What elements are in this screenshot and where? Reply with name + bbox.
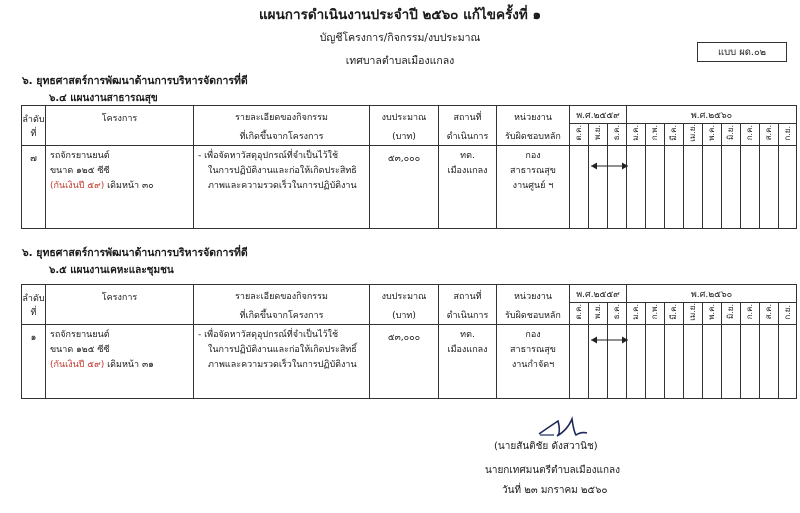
month-header: ก.พ. [646, 124, 665, 146]
month-header: ก.ย. [779, 124, 797, 146]
month-header: มิ.ย. [722, 303, 741, 325]
month-header: พ.ค. [703, 124, 722, 146]
month-header: ต.ค. [570, 124, 589, 146]
signature-date: วันที่ ๒๓ มกราคม ๒๕๖๐ [502, 485, 608, 496]
col-header-unit: หน่วยงาน รับผิดชอบหลัก [497, 285, 570, 325]
page-title: แผนการดำเนินงานประจำปี ๒๕๖๐ แก้ไขครั้งที่ ๑ [258, 7, 542, 23]
month-header: ส.ค. [760, 303, 779, 325]
col-header-project: โครงการ [46, 106, 194, 146]
row-no: ๑ [22, 325, 46, 399]
year-header-cur: พ.ศ.๒๕๖๐ [627, 285, 797, 303]
col-header-no: ลำดับ ที่ [22, 106, 46, 146]
row-project: รถจักรยานยนต์ ขนาด ๑๒๕ ซีซี (กันเงินปี ๕๙) เดิมหน้า ๓๐ [46, 146, 194, 229]
month-header: พ.ย. [589, 303, 608, 325]
org-name: เทศบาลตำบลเมืองแกลง [345, 55, 455, 67]
row-project: รถจักรยานยนต์ ขนาด ๑๒๕ ซีซี (กันเงินปี ๕๙) เดิมหน้า ๓๑ [46, 325, 194, 399]
month-header: ก.ย. [779, 303, 797, 325]
row-unit: กอง สาธารณสุข งานศูนย์ ฯ [497, 146, 570, 229]
form-code: แบบ ผด.๐๒ [717, 46, 767, 58]
month-header: ส.ค. [760, 124, 779, 146]
year-header-prev: พ.ศ.๒๕๕๙ [570, 106, 627, 124]
month-header: ก.ค. [741, 124, 760, 146]
month-header: ม.ค. [627, 124, 646, 146]
row-no: ๗ [22, 146, 46, 229]
row-detail: - เพื่อจัดหาวัสดุอุปกรณ์ที่จำเป็นไว้ใช้ ในการปฏิบัติงานและก่อให้เกิดประสิทธิ ภาพและความรวดเร็วในการปฏิบัติงาน [194, 146, 370, 229]
col-header-budget: งบประมาณ (บาท) [370, 106, 439, 146]
year-header-cur: พ.ศ.๒๕๖๐ [627, 106, 797, 124]
month-header: ธ.ค. [608, 303, 627, 325]
col-header-detail: รายละเอียดของกิจกรรม ที่เกิดขึ้นจากโครงการ [194, 106, 370, 146]
col-header-place: สถานที่ ดำเนินการ [439, 106, 497, 146]
col-header-place: สถานที่ ดำเนินการ [439, 285, 497, 325]
month-header: ธ.ค. [608, 124, 627, 146]
month-header: มิ.ย. [722, 124, 741, 146]
month-header: ก.พ. [646, 303, 665, 325]
month-header: มี.ค. [665, 124, 684, 146]
col-header-detail: รายละเอียดของกิจกรรม ที่เกิดขึ้นจากโครงการ [194, 285, 370, 325]
col-header-unit: หน่วยงาน รับผิดชอบหลัก [497, 106, 570, 146]
strategy-heading-2: ๖. ยุทธศาสตร์การพัฒนาด้านการบริหารจัดการที่ดี [22, 247, 248, 259]
row-detail: - เพื่อจัดหาวัสดุอุปกรณ์ที่จำเป็นไว้ใช้ ในการปฏิบัติงานและก่อให้เกิดประสิทธิ์ ภาพและความรวดเร็วในการปฏิบัติงาน [194, 325, 370, 399]
month-header: พ.ค. [703, 303, 722, 325]
row-place: ทต. เมืองแกลง [439, 146, 497, 229]
row-budget: ๕๓,๐๐๐ [370, 146, 439, 229]
signer-name: (นายสันติชัย ดังสวานิช) [494, 441, 598, 452]
month-header: ม.ค. [627, 303, 646, 325]
strategy-heading-1: ๖. ยุทธศาสตร์การพัฒนาด้านการบริหารจัดการที่ดี [22, 75, 248, 87]
month-header: มี.ค. [665, 303, 684, 325]
month-header: ก.ค. [741, 303, 760, 325]
col-header-budget: งบประมาณ (บาท) [370, 285, 439, 325]
row-place: ทต. เมืองแกลง [439, 325, 497, 399]
col-header-project: โครงการ [46, 285, 194, 325]
year-header-prev: พ.ศ.๒๕๕๙ [570, 285, 627, 303]
month-header: พ.ย. [589, 124, 608, 146]
signer-position: นายกเทศมนตรีตำบลเมืองแกลง [485, 465, 621, 476]
row-unit: กอง สาธารณสุข งานกำจัดฯ [497, 325, 570, 399]
col-header-no: ลำดับ ที่ [22, 285, 46, 325]
plan-heading-1: ๖.๔ แผนงานสาธารณสุข [49, 93, 158, 104]
page-subtitle: บัญชีโครงการ/กิจกรรม/งบประมาณ [319, 32, 481, 44]
month-header: ต.ค. [570, 303, 589, 325]
row-budget: ๕๓,๐๐๐ [370, 325, 439, 399]
plan-heading-2: ๖.๕ แผนงานเคหะและชุมชน [49, 265, 174, 276]
month-header: เม.ย. [684, 303, 703, 325]
signature-mark [536, 415, 588, 441]
month-header: เม.ย. [684, 124, 703, 146]
